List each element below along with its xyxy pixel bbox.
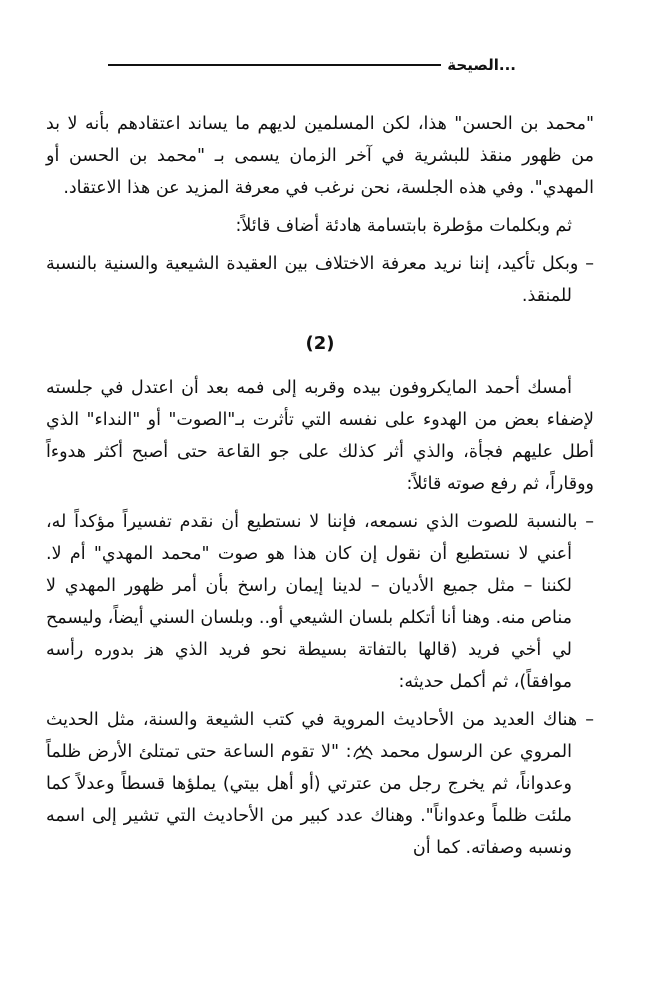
paragraph-intro: ثم وبكلمات مؤطرة بابتسامة هادئة أضاف قائلاً: (235, 216, 572, 236)
paragraph-continuation: "محمد بن الحسن" هذا، لكن المسلمين لديهم ما يساند اعتقادهم بأنه لا بد من ظهور منقذ للبشرية في آخر الزمان يسمى بـ "محمد بن الحسن أو المهدي". وفي هذه الجلسة، نحن نرغب في معرفة المزيد عن هذا الاعتقاد. (46, 114, 594, 198)
hadith-text-after: : "لا تقوم الساعة حتى تمتلئ الأرض ظلماً وعدواناً، ثم يخرج رجل من عترتي (أو أهل بيتي) يملؤها قسطاً وعدلاً كما ملئت ظلماً وعدواناً". وهناك عدد كبير من الأحاديث التي تشير إلى اسمه ونسبه وصفاته. كما أن (46, 742, 572, 858)
header-rule (108, 64, 441, 66)
dialogue-line: – وبكل تأكيد، إننا نريد معرفة الاختلاف بين العقيدة الشيعية والسنية بالنسبة للمنقذ. (46, 254, 594, 306)
running-header (108, 56, 516, 74)
section-number: (2) (305, 333, 335, 354)
salawat-ligature-icon (352, 743, 374, 761)
page-body (46, 108, 594, 870)
paragraph-narration: أمسك أحمد المايكروفون بيده وقربه إلى فمه بعد أن اعتدل في جلسته لإضفاء بعض من الهدوء على نفسه التي تأثرت بـ"الصوت" أو "النداء" الذي أطل عليهم فجأة، والذي أثر كذلك على جو القاعة حتى أصبح أكثر هدوءاً ووقاراً، ثم رفع صوته قائلاً: (46, 378, 594, 494)
hadith-text-before: – هناك العديد من الأحاديث المروية في كتب الشيعة والسنة، مثل الحديث المروي عن الرسول محمد (46, 710, 594, 762)
running-title: الصيحة... (447, 56, 516, 74)
dialogue-line-hadith (46, 704, 594, 864)
dialogue-line: – بالنسبة للصوت الذي نسمعه، فإننا لا نستطيع أن نقدم تفسيراً مؤكداً له، أعني لا نستطيع أن نقول إن كان هذا هو صوت "محمد المهدي" أم لا. لكننا – مثل جميع الأديان – لدينا إيمان راسخ بأن أمر ظهور المهدي لا مناص منه. وهنا أنا أتكلم بلسان الشيعي أو.. وبلسان السني أيضاً، وليسمح لي أخي فريد (قالها بالتفاتة بسيطة نحو فريد الذي هز بدوره رأسه موافقاً)، ثم أكمل حديثه: (46, 512, 594, 692)
